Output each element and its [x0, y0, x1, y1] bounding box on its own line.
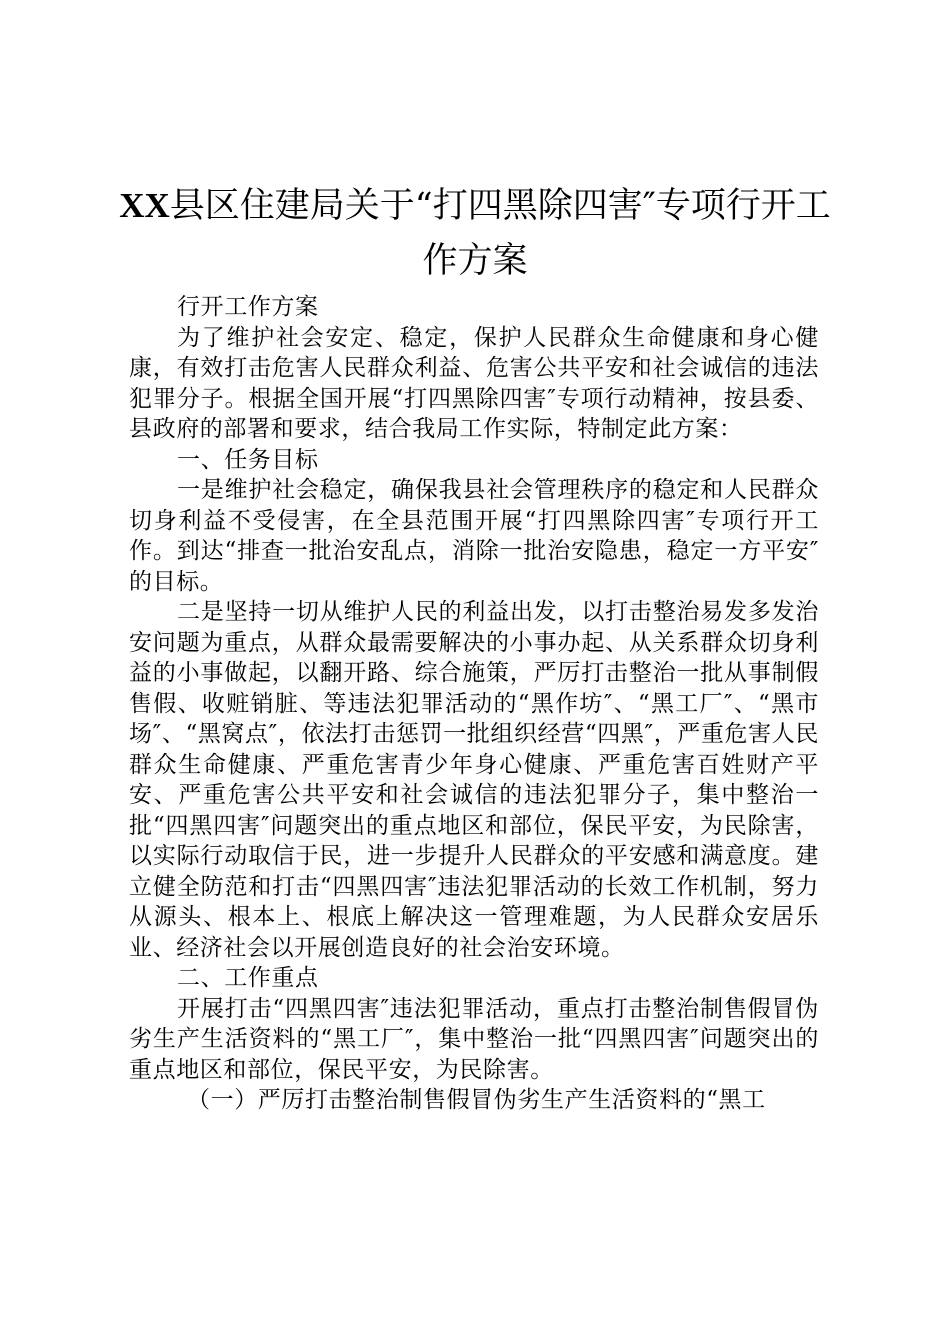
section-heading-goals: 一、任务目标: [177, 446, 319, 473]
section-heading-focus: 二、工作重点: [177, 965, 319, 991]
document-body: [129, 292, 819, 1116]
goal-paragraph-1: 一是维护社会稳定，确保我县社会管理秩序的稳定和人民群众切身利益不受侵害，在全县范围开展“打四黑除四害″专项行开工作。到达“排查一批治安乱点，消除一批治安隐患，稳定一方平安″的目标。: [129, 477, 819, 595]
focus-paragraph: 开展打击“四黑四害″违法犯罪活动，重点打击整治制售假冒伪劣生产生活资料的“黑工厂″，集中整治一批“四黑四害″问题突出的重点地区和部位，保民平安，为民除害。: [129, 995, 819, 1083]
title-text: 县区住建局关于“打四黑除四害″专项行开工作方案: [169, 186, 831, 281]
goal-paragraph-2: 二是坚持一切从维护人民的利益出发，以打击整治易发多发治安问题为重点，从群众最需要解决的小事办起、从关系群众切身利益的小事做起，以翻开路、综合施策，严厉打击整治一批从事制假售假、收赃销脏、等违法犯罪活动的“黑作坊″、“黑工厂″、“黑市场″、“黑窝点″，依法打击惩罚一批组织经营“四黑″，严重危害人民群众生命健康、严重危害青少年身心健康、严重危害百姓财产平安、严重危害公共平安和社会诚信的违法犯罪分子，集中整治一批“四黑四害″问题突出的重点地区和部位，保民平安，为民除害，以实际行动取信于民，进一步提升人民群众的平安感和满意度。建立健全防范和打击“四黑四害″违法犯罪活动的长效工作机制，努力从源头、根本上、根底上解决这一管理难题，为人民群众安居乐业、经济社会以开展创造良好的社会治安环境。: [129, 599, 819, 961]
section-subtitle: 行开工作方案: [177, 294, 319, 320]
document-title: [110, 178, 840, 289]
title-prefix: XX: [119, 186, 170, 225]
intro-paragraph: 为了维护社会安定、稳定，保护人民群众生命健康和身心健康，有效打击危害人民群众利益、危害公共平安和社会诚信的违法犯罪分子。根据全国开展“打四黑除四害″专项行动精神，按县委、县政府的部署和要求，结合我局工作实际，特制定此方案：: [129, 324, 819, 442]
focus-subitem-1: （一）严厉打击整治制售假冒伪劣生产生活资料的“黑工: [187, 1087, 766, 1113]
